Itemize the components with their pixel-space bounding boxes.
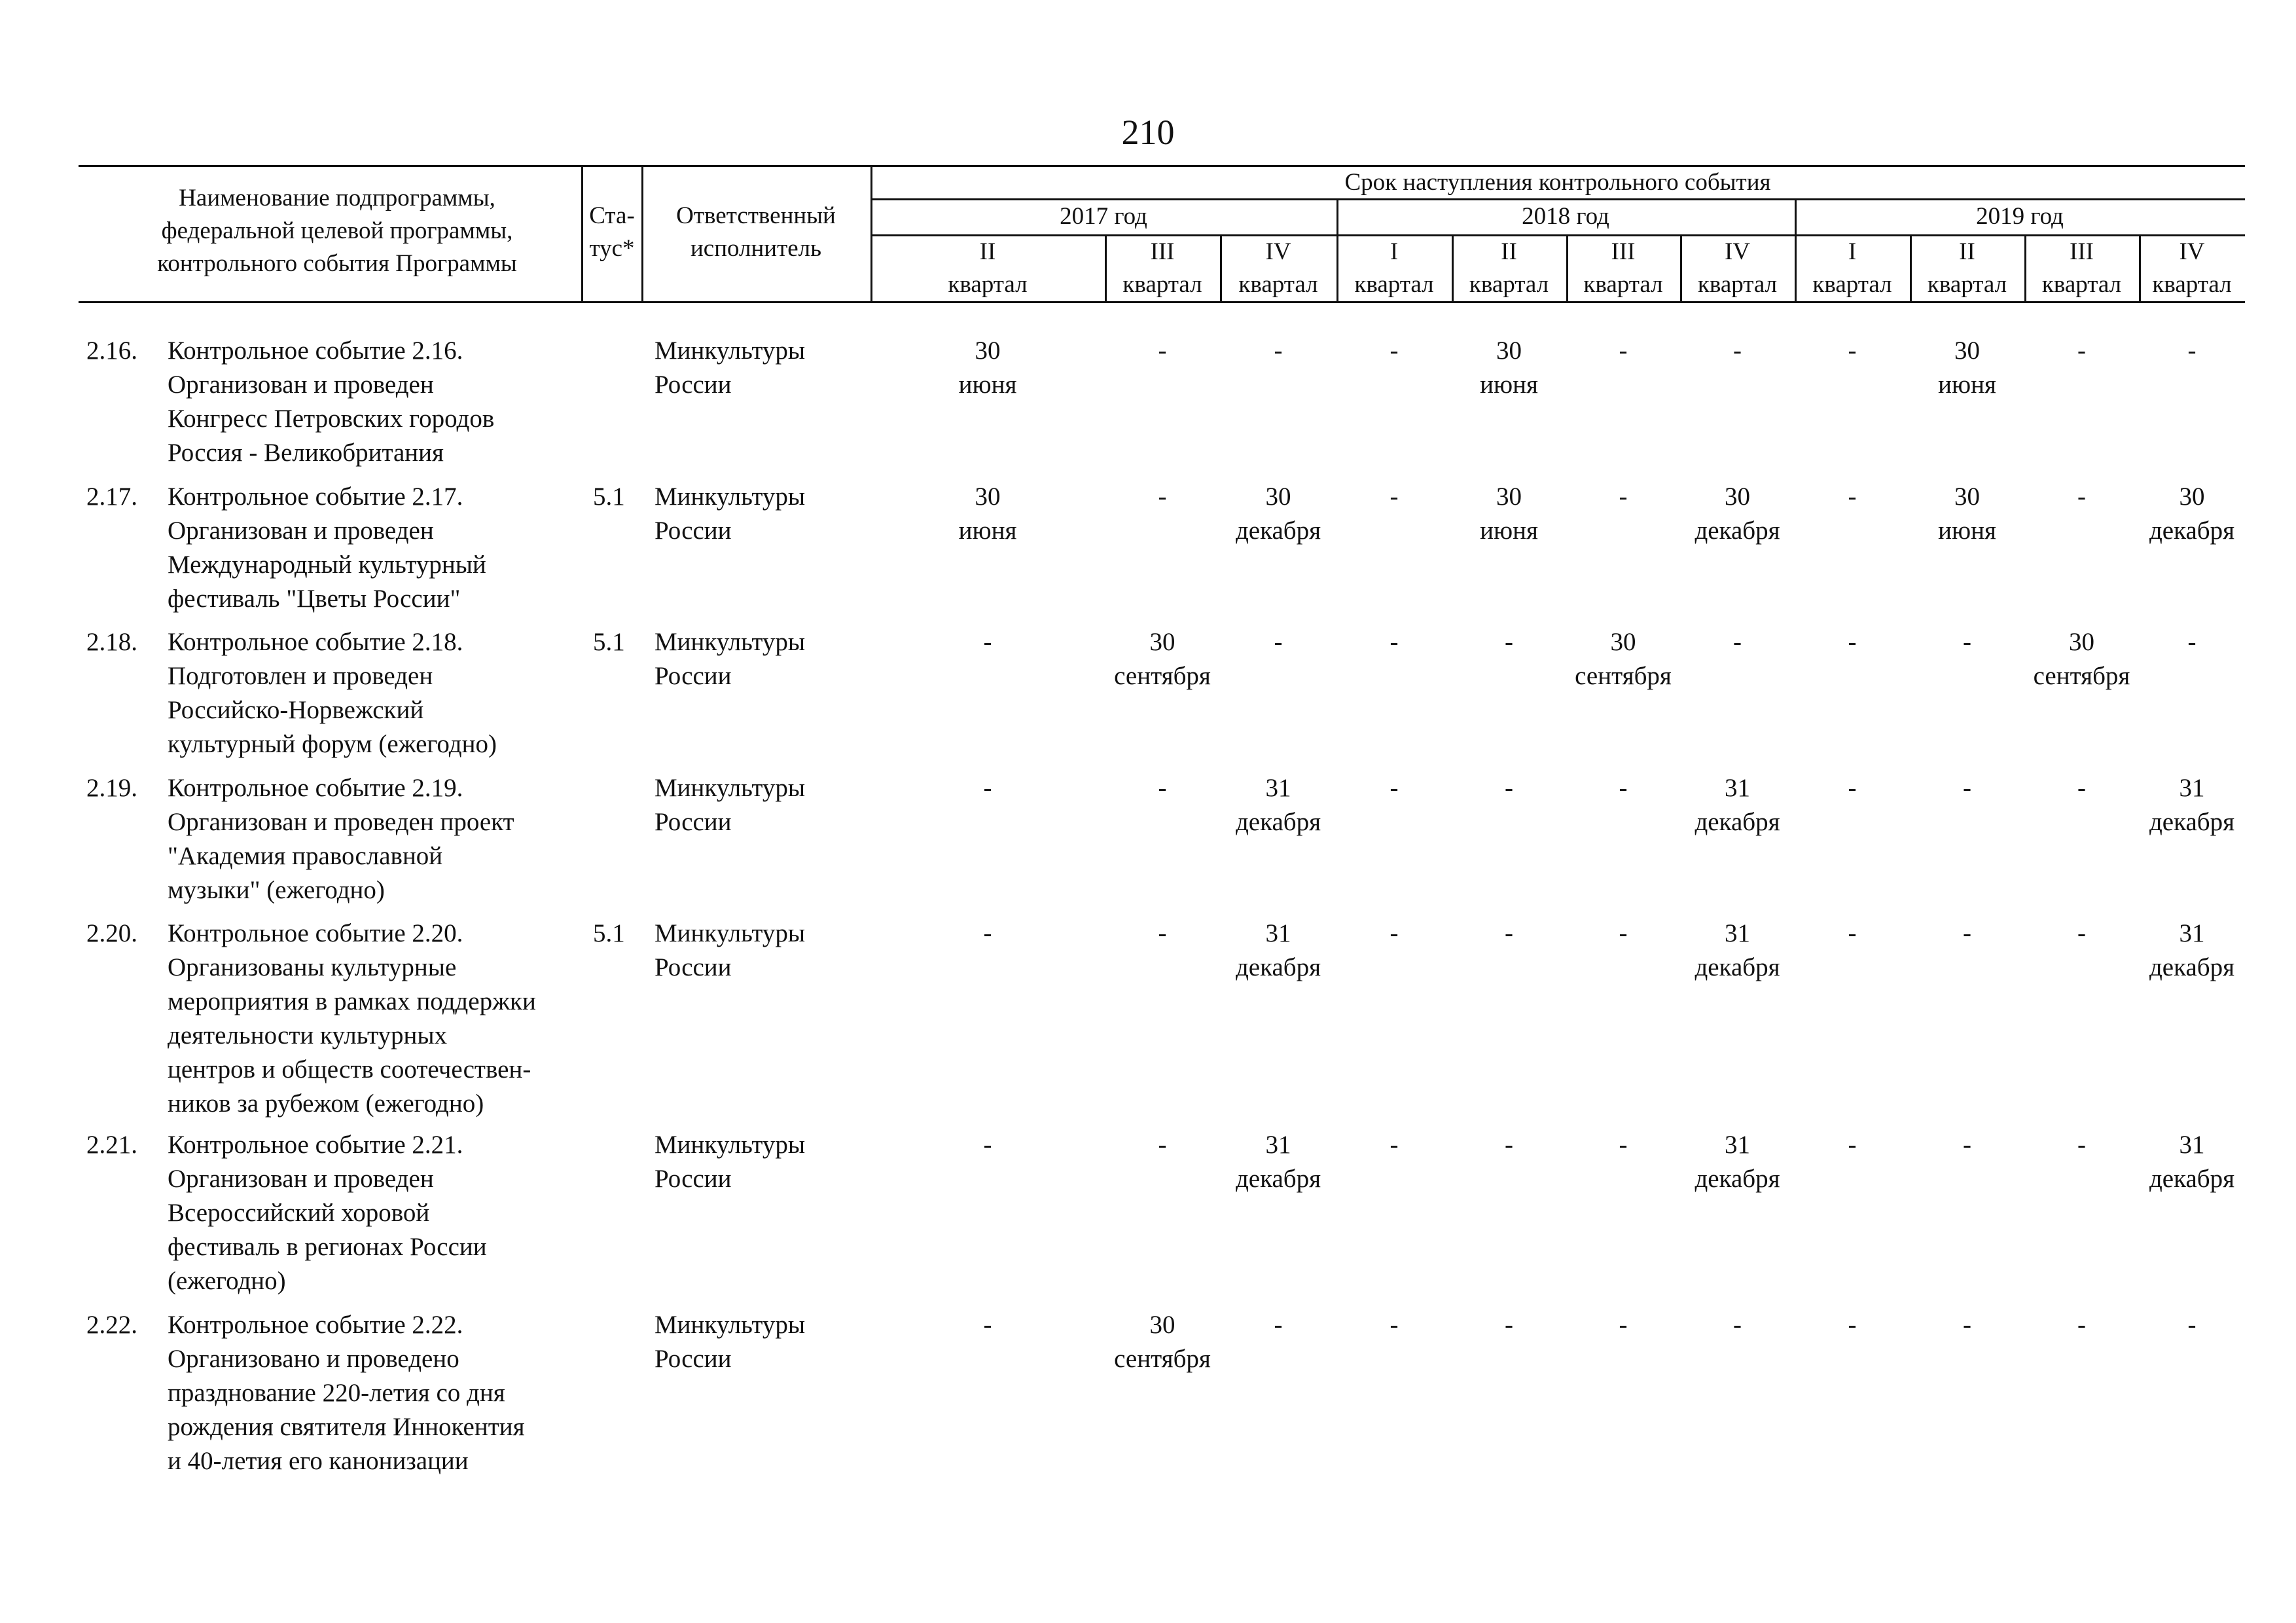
deadline-value: 30 [1725,483,1750,511]
deadline-dash: - [1390,337,1399,365]
deadline-dash: - [1963,628,1971,656]
deadline-dash: - [1848,483,1857,511]
quarter-header-word: квартал [1812,271,1892,298]
deadline-value: декабря [1235,953,1321,981]
deadline-dash: - [1848,1131,1857,1159]
deadline-dash: - [1390,774,1399,802]
deadline-dash: - [1619,337,1628,365]
event-name-line: деятельности культурных [168,1021,448,1049]
deadline-value: 31 [2179,1131,2205,1159]
executor-line: Минкультуры [655,337,806,365]
deadline-value: сентября [2033,662,2130,690]
deadline-dash: - [1274,1311,1283,1339]
deadline-value: декабря [1235,808,1321,836]
deadline-dash: - [1619,919,1628,947]
quarter-header-roman: IV [1265,238,1291,265]
deadline-value: 31 [1725,1131,1750,1159]
event-name-line: Всероссийский хоровой [168,1199,430,1227]
deadline-dash: - [1963,1311,1971,1339]
deadline-dash: - [1848,1311,1857,1339]
deadline-dash: - [1619,1131,1628,1159]
quarter-header-roman: I [1390,238,1399,265]
quarter-header-word: квартал [1354,271,1434,298]
deadline-dash: - [1963,1131,1971,1159]
deadline-dash: - [1733,628,1742,656]
deadline-value: декабря [2149,1165,2235,1193]
event-name-line: Организован и проведен [168,1165,434,1193]
deadline-value: июня [958,517,1017,545]
deadline-dash: - [1619,774,1628,802]
header-year-2019: 2019 год [1976,203,2064,230]
row-number: 2.19. [86,774,137,802]
deadline-dash: - [983,1131,992,1159]
event-name-line: "Академия православной [168,842,443,870]
deadline-dash: - [983,919,992,947]
event-name-line: Организован и проведен проект [168,808,514,836]
deadline-value: июня [1480,371,1538,399]
row-number: 2.18. [86,628,137,656]
executor-line: Минкультуры [655,919,806,947]
page-number: 210 [1121,113,1175,152]
deadline-value: 30 [1496,483,1522,511]
deadline-value: 30 [975,337,1001,365]
event-name-line: Организован и проведен [168,517,434,545]
event-name-line: Контрольное событие 2.19. [168,774,463,802]
row-number: 2.20. [86,919,137,947]
deadline-dash: - [1390,919,1399,947]
quarter-header-word: квартал [1583,271,1663,298]
deadline-value: июня [1938,371,1996,399]
event-name-line: (ежегодно) [168,1267,286,1295]
deadline-dash: - [1733,1311,1742,1339]
deadline-dash: - [1390,1311,1399,1339]
deadline-value: 30 [1610,628,1636,656]
deadline-value: декабря [1695,953,1780,981]
deadline-value: июня [1480,517,1538,545]
event-name-line: рождения святителя Иннокентия [168,1413,525,1441]
event-name-line: Конгресс Петровских городов [168,405,495,433]
deadline-dash: - [1158,919,1167,947]
deadline-value: 30 [1149,1311,1175,1339]
deadline-dash: - [983,1311,992,1339]
quarter-header-word: квартал [948,271,1028,298]
deadline-value: 30 [1265,483,1291,511]
deadline-value: июня [958,371,1017,399]
deadline-dash: - [1619,483,1628,511]
event-name-line: фестиваль в регионах России [168,1233,487,1261]
quarter-header-roman: II [1501,238,1517,265]
executor-line: Минкультуры [655,774,806,802]
executor-line: России [655,662,732,690]
quarter-header-roman: IV [2179,238,2205,265]
quarter-header-roman: I [1848,238,1857,265]
deadline-value: декабря [2149,808,2235,836]
deadline-dash: - [1505,1131,1513,1159]
deadline-dash: - [1505,919,1513,947]
quarter-header-word: квартал [1927,271,2007,298]
deadline-value: декабря [2149,517,2235,545]
quarter-header-roman: IV [1724,238,1751,265]
event-name-line: Контрольное событие 2.17. [168,483,463,511]
executor-line: России [655,953,732,981]
executor-line: России [655,517,732,545]
deadline-dash: - [2077,483,2086,511]
deadline-dash: - [1158,1131,1167,1159]
deadline-dash: - [1390,628,1399,656]
deadline-value: декабря [1695,517,1780,545]
quarter-header-roman: III [2070,238,2094,265]
event-name-line: центров и обществ соотечествен- [168,1055,531,1084]
deadline-dash: - [1390,483,1399,511]
event-name-line: мероприятия в рамках поддержки [168,987,536,1015]
header-year-2017: 2017 год [1060,203,1147,230]
event-name-line: Организован и проведен [168,371,434,399]
deadline-value: 31 [2179,919,2205,947]
event-name-line: музыки" (ежегодно) [168,876,385,904]
deadline-dash: - [1158,483,1167,511]
header-name-col: Наименование подпрограммы, федеральной целевой программы, контрольного события Программы [157,185,517,277]
deadline-dash: - [2077,919,2086,947]
deadline-dash: - [1848,774,1857,802]
header-year-2018: 2018 год [1522,203,1609,230]
event-name-line: Россия - Великобритания [168,439,444,467]
row-status: 5.1 [593,628,625,656]
deadline-value: 31 [1725,919,1750,947]
deadline-value: 30 [1496,337,1522,365]
deadline-value: сентября [1114,1345,1211,1373]
deadline-value: 31 [1725,774,1750,802]
event-name-line: фестиваль "Цветы России" [168,585,461,613]
deadline-value: декабря [1695,1165,1780,1193]
deadline-dash: - [2077,774,2086,802]
deadline-value: 30 [2179,483,2205,511]
deadline-dash: - [1158,774,1167,802]
row-status: 5.1 [593,919,625,947]
executor-line: России [655,1345,732,1373]
header-status-line1: Ста- [589,202,635,229]
deadline-value: 30 [2069,628,2094,656]
deadline-value: 31 [1265,1131,1291,1159]
deadline-value: декабря [1695,808,1780,836]
deadline-dash: - [1274,337,1283,365]
event-name-line: Подготовлен и проведен [168,662,433,690]
quarter-header-word: квартал [2041,271,2122,298]
deadline-value: декабря [1235,1165,1321,1193]
executor-line: Минкультуры [655,628,806,656]
executor-line: России [655,1165,732,1193]
deadline-value: 30 [1149,628,1175,656]
event-name-line: Международный культурный [168,551,486,579]
row-number: 2.16. [86,337,137,365]
quarter-header-word: квартал [1697,271,1778,298]
deadline-value: 30 [975,483,1001,511]
deadline-value: 31 [2179,774,2205,802]
quarter-header-roman: III [1611,238,1636,265]
event-name-line: празднование 220-летия со дня [168,1379,505,1407]
deadline-value: 31 [1265,919,1291,947]
event-name-line: Контрольное событие 2.20. [168,919,463,947]
header-executor-col: Ответственный исполнитель [676,202,836,262]
deadline-dash: - [1963,774,1971,802]
executor-line: России [655,808,732,836]
deadline-value: сентября [1114,662,1211,690]
quarter-header-word: квартал [1469,271,1549,298]
event-name-line: ников за рубежом (ежегодно) [168,1089,484,1118]
deadline-value: декабря [1235,517,1321,545]
event-name-line: Контрольное событие 2.22. [168,1311,463,1339]
deadline-dash: - [2077,1131,2086,1159]
header-status-line2: тус* [589,235,635,262]
deadline-value: 30 [1954,483,1980,511]
deadline-dash: - [1505,628,1513,656]
header-bottom-rule [79,301,2245,303]
event-name-line: и 40-летия его канонизации [168,1447,469,1475]
quarter-header-roman: III [1150,238,1175,265]
deadline-dash: - [1963,919,1971,947]
quarter-header-word: квартал [1238,271,1318,298]
executor-line: Минкультуры [655,1131,806,1159]
deadline-dash: - [2077,337,2086,365]
deadline-value: сентября [1575,662,1672,690]
event-name-line: культурный форум (ежегодно) [168,730,497,758]
quarter-header-word: квартал [2152,271,2232,298]
event-name-line: Контрольное событие 2.21. [168,1131,463,1159]
event-name-line: Контрольное событие 2.18. [168,628,463,656]
event-name-line: Организовано и проведено [168,1345,459,1373]
deadline-dash: - [2187,337,2197,365]
deadline-dash: - [1158,337,1167,365]
deadline-dash: - [2077,1311,2086,1339]
event-name-line: Контрольное событие 2.16. [168,337,463,365]
executor-line: России [655,371,732,399]
deadline-dash: - [983,774,992,802]
deadline-dash: - [1848,628,1857,656]
row-number: 2.22. [86,1311,137,1339]
header-deadline-group: Срок наступления контрольного события [1344,169,1771,196]
deadline-dash: - [1619,1311,1628,1339]
row-status: 5.1 [593,483,625,511]
deadline-dash: - [2187,628,2197,656]
deadline-dash: - [1274,628,1283,656]
deadline-dash: - [1848,337,1857,365]
deadline-dash: - [1733,337,1742,365]
deadline-value: декабря [2149,953,2235,981]
executor-line: Минкультуры [655,483,806,511]
quarter-header-roman: II [1959,238,1975,265]
deadline-value: 31 [1265,774,1291,802]
quarter-header-word: квартал [1122,271,1202,298]
deadline-dash: - [983,628,992,656]
deadline-value: 30 [1954,337,1980,365]
deadline-dash: - [1390,1131,1399,1159]
deadline-dash: - [1505,1311,1513,1339]
quarter-header-roman: II [979,238,996,265]
event-name-line: Организованы культурные [168,953,457,981]
deadline-dash: - [1505,774,1513,802]
deadline-dash: - [1848,919,1857,947]
event-name-line: Российско-Норвежский [168,696,424,724]
executor-line: Минкультуры [655,1311,806,1339]
deadline-value: июня [1938,517,1996,545]
deadline-dash: - [2187,1311,2197,1339]
row-number: 2.21. [86,1131,137,1159]
row-number: 2.17. [86,483,137,511]
